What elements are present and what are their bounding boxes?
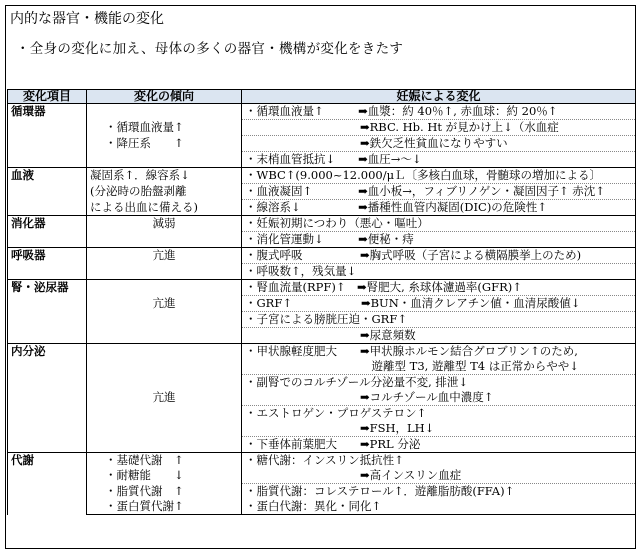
change-cell: ・線溶系↓ ➡播種性血管内凝固(DIC)の危険性↑: [242, 200, 636, 216]
trend-cell: [87, 437, 242, 453]
trend-cell: [87, 104, 242, 120]
table-row: [8, 120, 636, 136]
trend-cell: [87, 421, 242, 437]
change-cell: ・エストロゲン・プロゲステロン↑: [242, 406, 636, 422]
trend-cell: [87, 344, 242, 360]
table-row: [8, 296, 636, 312]
table-row: [8, 406, 636, 422]
change-cell: ・蛋白代謝：異化・同化↑: [242, 499, 636, 515]
trend-cell: ・脂質代謝 ↑: [87, 484, 242, 500]
change-cell: ➡FSH，LH↓: [242, 421, 636, 437]
trend-cell: [87, 280, 242, 296]
trend-cell: [87, 264, 242, 280]
trend-cell: (分泌時の胎盤剥離: [87, 184, 242, 200]
table-row: [8, 375, 636, 391]
trend-cell: [87, 406, 242, 422]
category-cell: 循環器: [8, 104, 87, 168]
table-row: [8, 248, 636, 264]
trend-cell: [87, 312, 242, 328]
change-cell: ・糖代謝：インスリン抵抗性↑: [242, 453, 636, 469]
header-item: 変化項目: [8, 90, 87, 104]
change-cell: ➡コルチゾール血中濃度↑: [242, 390, 636, 406]
header-trend: 変化の傾向: [87, 90, 242, 104]
trend-cell: [87, 232, 242, 248]
category-cell: 代謝: [8, 453, 87, 515]
change-cell: ・腹式呼吸 ➡胸式呼吸（子宮による横隔膜挙上のため): [242, 248, 636, 264]
change-cell: ・副腎でのコルチゾール分泌量不変, 排泄↓: [242, 375, 636, 391]
trend-cell: ・基礎代謝 ↑: [87, 453, 242, 469]
change-cell: ・脂質代謝：コレステロール↑．遊離脂肪酸(FFA)↑: [242, 484, 636, 500]
page-title: 内的な器官・機能の変化: [10, 11, 164, 27]
trend-cell: 凝固系↑．線容系↓: [87, 168, 242, 184]
table-row: [8, 264, 636, 280]
trend-cell: [87, 328, 242, 344]
table-row: [8, 184, 636, 200]
trend-cell: 減弱: [87, 216, 242, 232]
trend-cell: 亢進: [87, 390, 242, 406]
change-cell: ・甲状腺軽度肥大 ➡甲状腺ホルモン結合グロブリン↑のため,: [242, 344, 636, 360]
change-cell: ・消化管運動↓ ➡便秘・痔: [242, 232, 636, 248]
trend-cell: [87, 359, 242, 375]
table-row: [8, 328, 636, 344]
change-cell: ➡尿意頻数: [242, 328, 636, 344]
change-cell: ・妊娠初期につわり（悪心・嘔吐）: [242, 216, 636, 232]
trend-cell: ・循環血液量↑: [87, 120, 242, 136]
table-row: [8, 200, 636, 216]
trend-cell: ・耐糖能 ↓: [87, 468, 242, 484]
page-subtitle: ・全身の変化に加え、母体の多くの器官・機構が変化をきたす: [16, 41, 404, 57]
category-cell: 血液: [8, 168, 87, 216]
change-cell: ・血液凝固↑ ➡血小板→，フィブリノゲン・凝固因子↑ 赤沈↑: [242, 184, 636, 200]
trend-cell: による出血に備える): [87, 200, 242, 216]
trend-cell: [87, 152, 242, 168]
table-row: [8, 136, 636, 152]
change-cell: 遊離型 T3, 遊離型 T4 は正常からやや↓: [242, 359, 636, 375]
table-row: [8, 344, 636, 360]
trend-cell: 亢進: [87, 248, 242, 264]
table-row: [8, 152, 636, 168]
table-row: [8, 390, 636, 406]
category-cell: 腎・泌尿器: [8, 280, 87, 344]
trend-cell: 亢進: [87, 296, 242, 312]
change-cell: ・子宮による膀胱圧迫・GRF↑: [242, 312, 636, 328]
change-cell: ・GRF↑ ➡BUN・血清クレアチン値・血清尿酸値↓: [242, 296, 636, 312]
table-row: [8, 437, 636, 453]
change-cell: ・末梢血管抵抗↓ ➡血圧→～↓: [242, 152, 636, 168]
table-row: [8, 280, 636, 296]
change-cell: ・下垂体前葉肥大 ➡PRL 分泌: [242, 437, 636, 453]
table-row: [8, 453, 636, 469]
table-row: [8, 468, 636, 484]
change-cell: ➡鉄欠乏性貧血になりやすい: [242, 136, 636, 152]
table-row: [8, 232, 636, 248]
category-cell: 呼吸器: [8, 248, 87, 280]
table-row: [8, 312, 636, 328]
change-cell: ・循環血液量↑ ➡血漿：約 40％↑, 赤血球：約 20％↑: [242, 104, 636, 120]
change-cell: ➡高インスリン血症: [242, 468, 636, 484]
change-cell: ・腎血流量(RPF)↑ ➡腎肥大, 糸球体濾過率(GFR)↑: [242, 280, 636, 296]
category-cell: 内分泌: [8, 344, 87, 453]
table-row: [8, 484, 636, 500]
changes-table: [7, 89, 636, 515]
trend-cell: ・蛋白質代謝↑: [87, 499, 242, 515]
header-change: 妊娠による変化: [242, 90, 636, 104]
table-row: [8, 168, 636, 184]
change-cell: ・呼吸数↑，残気量↓: [242, 264, 636, 280]
table-row: [8, 421, 636, 437]
change-cell: ・WBC↑(9.000~12.000/μＬ〔多核白血球，骨髄球の増加による〕: [242, 168, 636, 184]
category-cell: 消化器: [8, 216, 87, 248]
table-header-row: [8, 90, 636, 104]
trend-cell: ・降圧系 ↑: [87, 136, 242, 152]
table-row: [8, 499, 636, 515]
table-row: [8, 104, 636, 120]
change-cell: ➡RBC. Hb. Ht が見かけ上↓（水血症: [242, 120, 636, 136]
table-row: [8, 216, 636, 232]
table-row: [8, 359, 636, 375]
trend-cell: [87, 375, 242, 391]
